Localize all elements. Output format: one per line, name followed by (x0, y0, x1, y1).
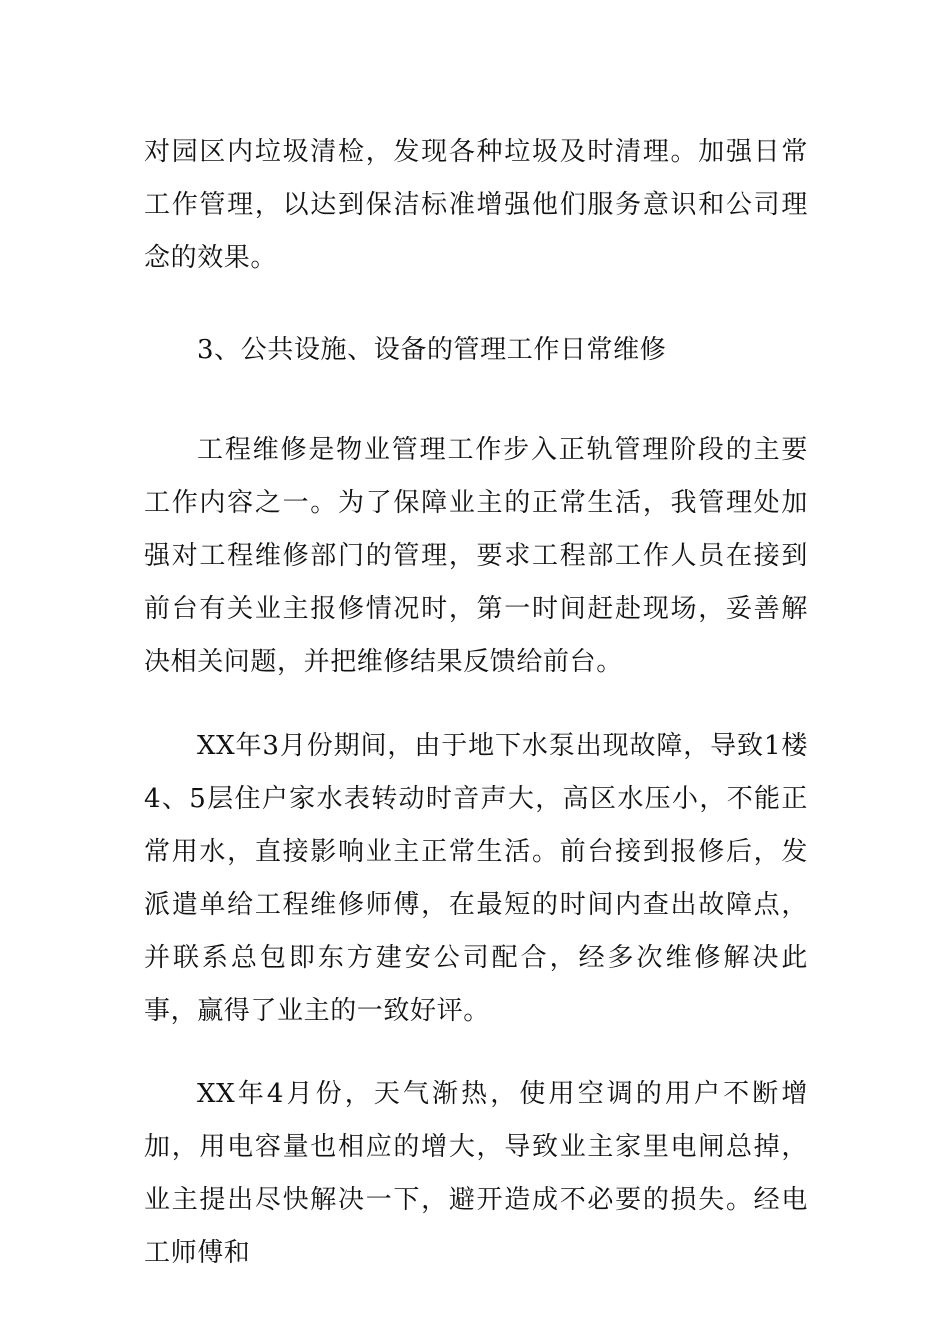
paragraph-march-water-pump: XX年3月份期间，由于地下水泵出现故障，导致1楼4、5层住户家水表转动时音声大，高区水压小，不能正常用水，直接影响业主正常生活。前台接到报修后，发派遣单给工程维修师傅，在最短的时间内查出故障点，并联系总包即东方建安公司配合，经多次维修解决此事，赢得了业主的一致好评。 (144, 731, 808, 1026)
paragraph-engineering-maintenance: 工程维修是物业管理工作步入正轨管理阶段的主要工作内容之一。为了保障业主的正常生活，我管理处加强对工程维修部门的管理，要求工程部工作人员在接到前台有关业主报修情况时，第一时间赶赴现场，妥善解决相关问题，并把维修结果反馈给前台。 (144, 435, 808, 677)
section-heading-facility-maintenance: 3、公共设施、设备的管理工作日常维修 (197, 335, 667, 365)
paragraph-april-electricity: XX年4月份，天气渐热，使用空调的用户不断增加，用电容量也相应的增大，导致业主家里电闸总掉，业主提出尽快解决一下，避开造成不必要的损失。经电工师傅和 (144, 1079, 808, 1268)
paragraph-cleaning: 对园区内垃圾清检，发现各种垃圾及时清理。加强日常工作管理，以达到保洁标准增强他们服务意识和公司理念的效果。 (144, 137, 808, 273)
